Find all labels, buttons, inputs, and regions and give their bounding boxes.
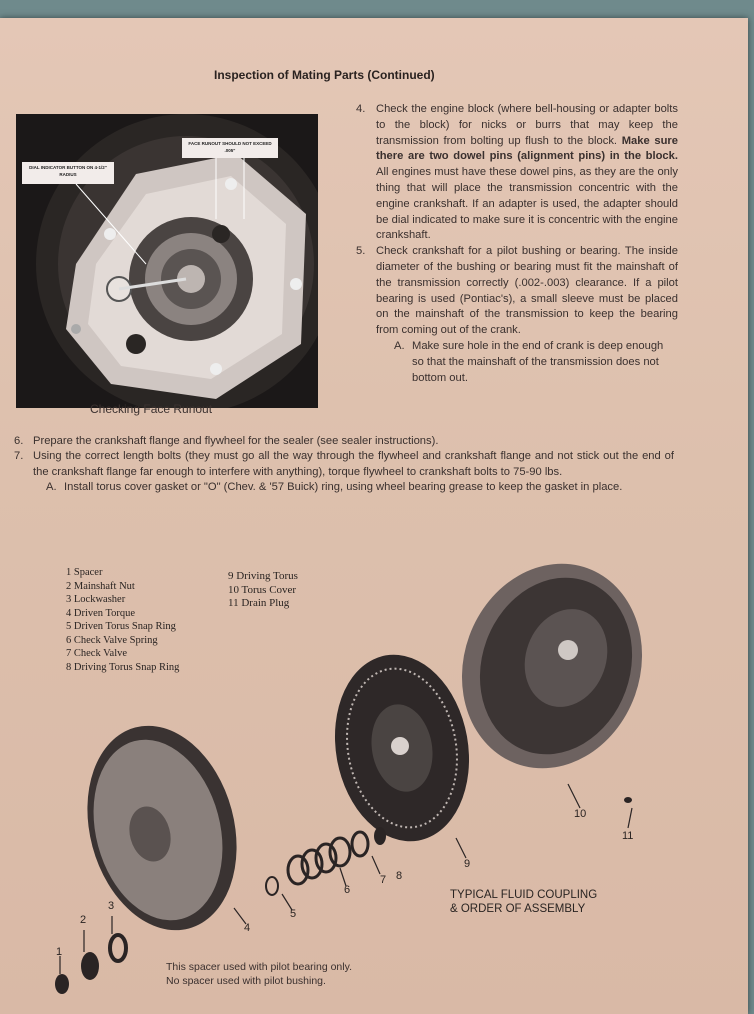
parts-list-item: 3 Lockwasher [66,594,126,605]
callout-9: 9 [464,858,471,870]
steps-full-width [14,434,674,496]
manual-page [0,18,748,1014]
figure-caption [450,888,597,916]
parts-list-item: 1 Spacer [66,567,103,578]
sub-step-letter: A. [394,339,405,352]
sub-step-text: Install torus cover gasket or "O" (Chev. & '57 Buick) ring, using wheel bearing grease to keep the gasket in place. [64,481,623,494]
torus-cover-drawing [434,538,671,794]
parts-list-item: 4 Driven Torque [66,607,136,619]
step-text: Check crankshaft for a pilot bushing or bearing. The inside diameter of the bushing or bearing must fit the mainshaft of the transmission correctly (.002-.003) clearance. If a pilot bearing is used (Pontiac's), a small sleeve must be placed on the mainshaft of the transmission to keep the bearing from coming out of the crank. [376,245,678,337]
driving-torus-drawing [321,644,484,852]
face-runout-label: FACE RUNOUT SHOULD NOT EXCEED .005" [188,141,272,153]
step-7 [14,449,674,480]
step-6 [14,434,674,449]
callout-6: 6 [344,884,351,896]
callout-5: 5 [290,908,297,920]
engine-adapter-illustration [16,114,318,408]
driven-torus-drawing [66,709,259,947]
callout-7: 7 [380,874,387,886]
figure-caption-line: & ORDER OF ASSEMBLY [450,903,586,915]
parts-list-right [228,570,298,611]
step-5 [356,244,678,339]
figure-caption-line: TYPICAL FLUID COUPLING [450,889,598,901]
sub-step-letter: A. [46,481,57,494]
callout-11: 11 [622,830,634,842]
step-number: 5. [356,245,366,258]
spacer-note [166,960,352,988]
step-text: Check the engine block (where bell-housing or adapter bolts to the block) for nicks or burrs that may keep the transmission from bolting up flush to the block. [376,103,678,147]
parts-list-item: 2 Mainshaft Nut [66,580,135,592]
parts-list-item: 5 Driven Torus Snap Ring [66,621,176,632]
parts-list-item: 7 Check Valve [66,648,128,659]
parts-list-item: 6 Check Valve Spring [66,634,158,646]
callout-8: 8 [396,870,403,882]
step-text: All engines must have these dowel pins, as they are the only thing that will place the transmission concentric with the engine crankshaft. If an adapter is used, the adapter should be dial indicated to make sure it is concentric with the engine crankshaft. [376,166,678,242]
step-number: 7. [14,450,24,463]
parts-list-item: 9 Driving Torus [228,570,298,582]
sub-step-text: Make sure hole in the end of crank is deep enough so that the mainshaft of the transmission does not bottom out. [412,339,664,384]
step-text: Prepare the crankshaft flange and flywheel for the sealer (see sealer instructions). [33,435,439,447]
step-4 [356,102,678,244]
parts-list-item: 11 Drain Plug [228,597,290,609]
step-5-sub-a [394,339,678,386]
callout-1: 1 [56,946,63,958]
callout-10: 10 [574,808,587,820]
step-text-bold: Make sure there are two dowel pins (alignment pins) in the block. [376,134,678,163]
step-number: 6. [14,435,24,447]
hardware-drawing [55,935,126,994]
step-text: Using the correct length bolts (they must go all the way through the flywheel and crankshaft flange and not stick out the end of the crankshaft flange far enough to interfere with anything), torque flywheel to crankshaft bolts to 75-90 lbs. [33,450,674,478]
callout-4: 4 [244,922,251,934]
spacer-note-line: No spacer used with pilot bushing. [166,975,326,987]
page-title: Inspection of Mating Parts (Continued) [214,68,435,82]
step-number: 4. [356,103,366,115]
parts-list-item: 8 Driving Torus Snap Ring [66,661,180,673]
dial-indicator-label: DIAL INDICATOR BUTTON ON 4-1/2" RADIUS [29,165,107,177]
photo-caption: Checking Face Runout [90,402,213,416]
face-runout-photo [16,114,318,408]
parts-list-left [66,566,179,674]
parts-list-item: 10 Torus Cover [228,583,297,596]
callout-3: 3 [108,900,115,912]
spacer-note-line: This spacer used with pilot bearing only. [166,961,352,973]
callout-2: 2 [80,914,87,926]
steps-right-column [356,102,678,386]
step-7-sub-a [46,480,674,495]
